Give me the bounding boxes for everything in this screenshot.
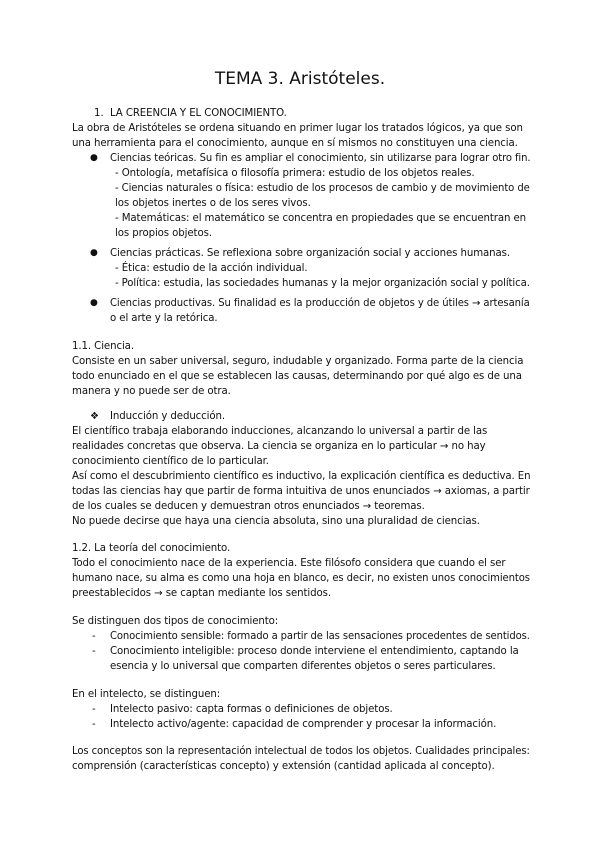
diamond-bullet-icon: ❖ [90, 411, 99, 422]
list-item-continued: esencia y lo universal que comparten diferentes objetos o seres particulares. [110, 661, 496, 672]
dash-icon: - [92, 646, 96, 657]
bullet-icon: ● [90, 298, 98, 308]
subsection-heading: 1.2. La teoría del conocimiento. [72, 543, 231, 554]
paragraph-line: una herramienta para el conocimiento, aunque en sí mismos no constituyen una ciencia. [72, 138, 518, 149]
paragraph-line: Así como el descubrimiento científico es inductivo, la explicación científica es deductiva. En [72, 471, 531, 482]
paragraph-line: realidades concretas que observa. La ciencia se organiza en lo particular → no hay [72, 441, 486, 452]
sub-heading: Inducción y deducción. [110, 411, 226, 422]
list-item: Ciencias teóricas. Su fin es ampliar el conocimiento, sin utilizarse para lograr otro fin. [110, 153, 531, 164]
paragraph-line: Se distinguen dos tipos de conocimiento: [72, 616, 279, 627]
dash-icon: - [92, 631, 96, 642]
paragraph-line: La obra de Aristóteles se ordena situando en primer lugar los tratados lógicos, ya que son [72, 123, 523, 134]
sub-item: - Ontología, metafísica o filosofía primera: estudio de los objetos reales. [115, 168, 475, 179]
sub-item: los propios objetos. [115, 228, 212, 239]
paragraph-line: No puede decirse que haya una ciencia absoluta, sino una pluralidad de ciencias. [72, 516, 480, 527]
dash-icon: - [92, 704, 96, 715]
list-item: Conocimiento sensible: formado a partir de las sensaciones procedentes de sentidos. [110, 631, 530, 642]
list-item: Ciencias prácticas. Se reflexiona sobre organización social y acciones humanas. [110, 248, 511, 259]
sub-item: - Ética: estudio de la acción individual. [115, 263, 308, 274]
dash-icon: - [92, 719, 96, 730]
paragraph-line: Todo el conocimiento nace de la experiencia. Este filósofo considera que cuando el ser [72, 558, 506, 569]
subsection-heading: 1.1. Ciencia. [72, 341, 134, 352]
list-item: Ciencias productivas. Su finalidad es la producción de objetos y de útiles → artesanía [110, 298, 530, 309]
paragraph-line: Los conceptos son la representación intelectual de todos los objetos. Cualidades principales: [72, 746, 530, 757]
sub-item: o el arte y la retórica. [110, 313, 218, 324]
page-title: TEMA 3. Aristóteles. [214, 69, 386, 89]
sub-item: los objetos inertes o de los seres vivos. [115, 198, 311, 209]
paragraph-line: conocimiento científico de lo particular. [72, 456, 269, 467]
paragraph-line: manera y no puede ser de otra. [72, 386, 231, 397]
bullet-icon: ● [90, 153, 98, 163]
paragraph-line: En el intelecto, se distinguen: [72, 689, 221, 700]
paragraph-line: El científico trabaja elaborando inducciones, alcanzando lo universal a partir de las [72, 426, 488, 437]
sub-item: - Ciencias naturales o física: estudio de los procesos de cambio y de movimiento de [115, 183, 530, 194]
paragraph-line: comprensión (características concepto) y extensión (cantidad aplicada al concepto). [72, 761, 495, 772]
bullet-icon: ● [90, 248, 98, 258]
paragraph-line: de los cuales se deducen y demuestran otros enunciados → teoremas. [72, 501, 425, 512]
list-item: Intelecto activo/agente: capacidad de comprender y procesar la información. [110, 719, 497, 730]
list-item: Intelecto pasivo: capta formas o definiciones de objetos. [110, 704, 393, 715]
sub-item: - Política: estudia, las sociedades humanas y la mejor organización social y política. [115, 278, 530, 289]
paragraph-line: todas las ciencias hay que partir de forma intuitiva de unos enunciados → axiomas, a partir [72, 486, 530, 497]
sub-item: - Matemáticas: el matemático se concentra en propiedades que se encuentran en [115, 213, 527, 224]
section-heading: LA CREENCIA Y EL CONOCIMIENTO. [110, 108, 287, 119]
paragraph-line: preestablecidos → se captan mediante los sentidos. [72, 588, 331, 599]
paragraph-line: todo enunciado en el que se establecen las causas, determinando por qué algo es de una [72, 371, 522, 382]
paragraph-line: humano nace, su alma es como una hoja en blanco, es decir, no existen unos conocimientos [72, 573, 530, 584]
section-number: 1. [94, 108, 104, 119]
list-item: Conocimiento inteligible: proceso donde interviene el entendimiento, captando la [110, 646, 519, 657]
paragraph-line: Consiste en un saber universal, seguro, indudable y organizado. Forma parte de la ciencia [72, 356, 524, 367]
